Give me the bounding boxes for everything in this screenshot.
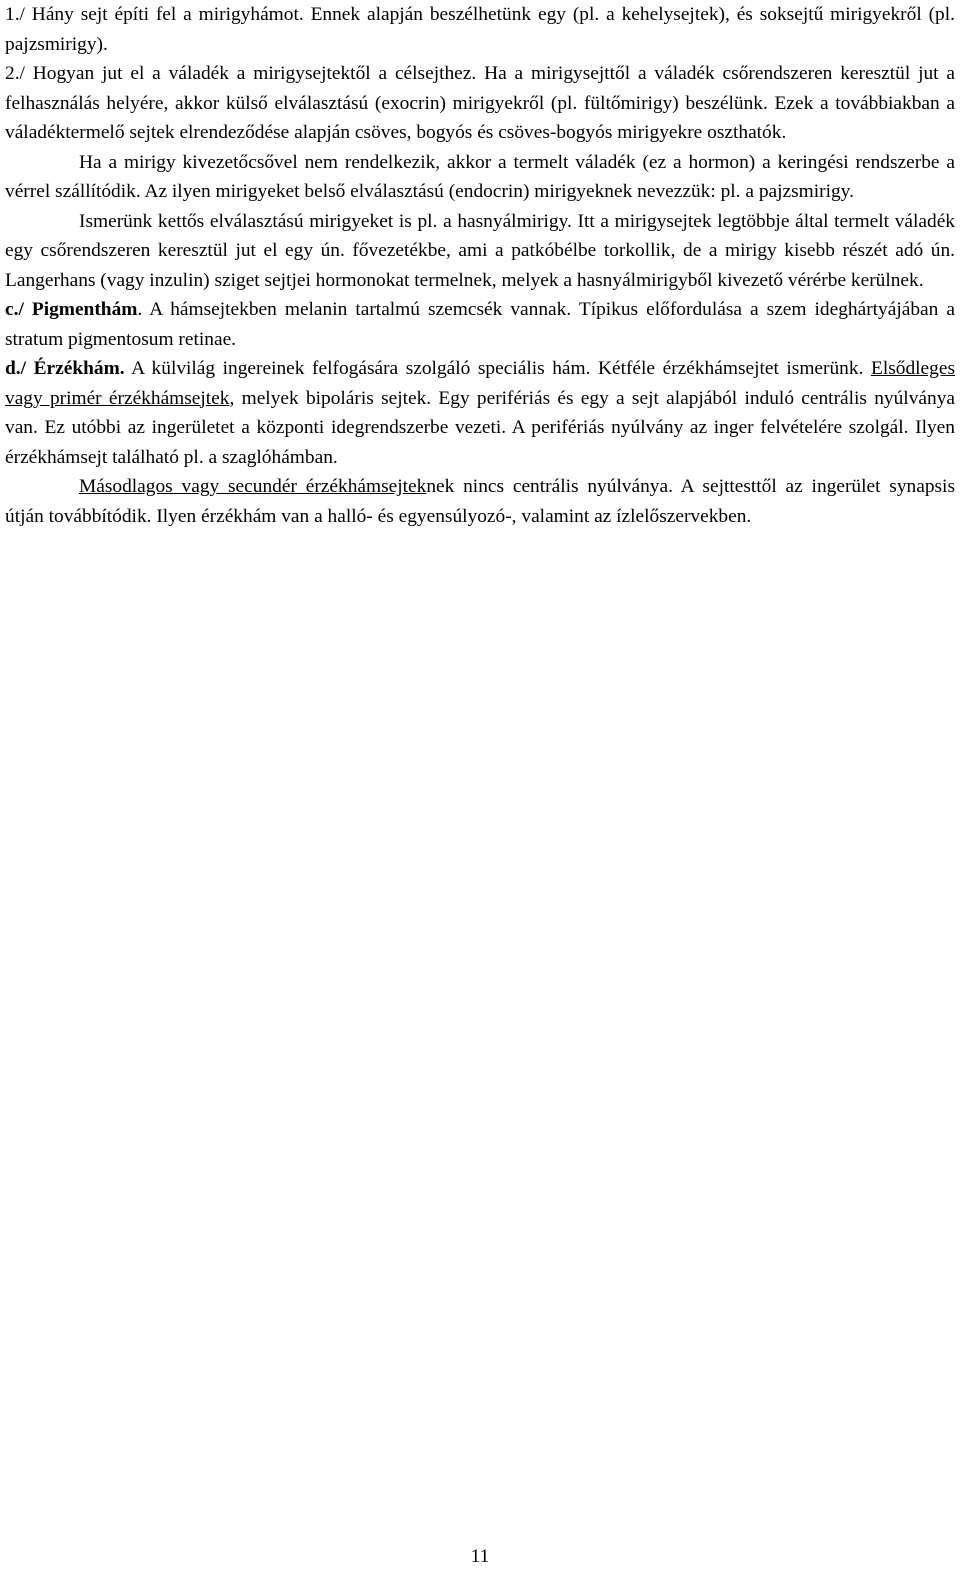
paragraph-sensory-epithelium (5, 354, 955, 472)
sensory-epithelium-text-a: A külvilág ingereinek felfogására szolgáló speciális hám. Kétféle érzékhámsejtet ismerünk. (124, 358, 871, 379)
paragraph-secondary-sensory-cells (5, 472, 955, 531)
paragraph-cell-count: 1./ Hány sejt építi fel a mirigyhámot. Ennek alapján beszélhetünk egy (pl. a kehelysejtek), és soksejtű mirigyekről (pl. pajzsmirigy). (5, 4, 955, 55)
paragraph-endocrine: Ha a mirigy kivezetőcsővel nem rendelkezik, akkor a termelt váladék (ez a hormon) a keringési rendszerbe a vérrel szállítódik. Az ilyen mirigyeket belső elválasztású (endocrin) mirigyeknek nevezzük: pl. a pajzsmirigy. (5, 151, 955, 202)
secondary-sensory-cells-term: Másodlagos vagy secundér érzékhámsejtek (79, 476, 427, 497)
page-number: 11 (470, 1546, 490, 1567)
paragraph-secretion-path: 2./ Hogyan jut el a váladék a mirigysejtektől a célsejthez. Ha a mirigysejttől a váladék csőrendszeren keresztül jut a felhasználás helyére, akkor külső elválasztású (exocrin) mirigyekről (pl. fültőmirigy) beszélünk. Ezek a továbbiakban a váladéktermelő sejtek elrendeződése alapján csöves, bogyós és csöves-bogyós mirigyekre oszthatók. (5, 63, 955, 143)
paragraph-pigment-epithelium (5, 295, 955, 354)
sensory-epithelium-heading: d./ Érzékhám. (5, 358, 125, 379)
pigment-epithelium-heading: c./ Pigmenthám (5, 299, 138, 320)
sensory-epithelium-text-b: , melyek bipoláris sejtek. Egy perifériás és egy a sejt alapjából induló centrális nyúlványa van. Ez utóbbi az ingerületet a központi idegrendszerbe vezeti. A perifériás nyúlvány az inger felvételére szolgál. Ilyen érzékhámsejt található pl. a szaglóhámban. (5, 387, 955, 468)
document-body (5, 0, 955, 531)
primary-sensory-cells-term: Elsődleges vagy primér érzékhámsejtek (5, 358, 955, 409)
secondary-sensory-cells-text: nek nincs centrális nyúlványa. A sejttesttől az ingerület synapsis útján továbbítódik. Ilyen érzékhám van a halló- és egyensúlyozó-, valamint az ízlelőszervekben. (5, 476, 955, 527)
pigment-epithelium-text: . A hámsejtekben melanin tartalmú szemcsék vannak. Típikus előfordulása a szem ideghártyájában a stratum pigmentosum retinae. (5, 299, 955, 350)
paragraph-mixed-glands: Ismerünk kettős elválasztású mirigyeket is pl. a hasnyálmirigy. Itt a mirigysejtek legtöbbje által termelt váladék egy csőrendszeren keresztül jut el egy ún. fővezetékbe, ami a patkóbélbe torkollik, de a mirigy kisebb részét adó ún. Langerhans (vagy inzulin) sziget sejtjei hormonokat termelnek, melyek a hasnyálmirigyből kivezető vérérbe kerülnek. (5, 210, 955, 291)
